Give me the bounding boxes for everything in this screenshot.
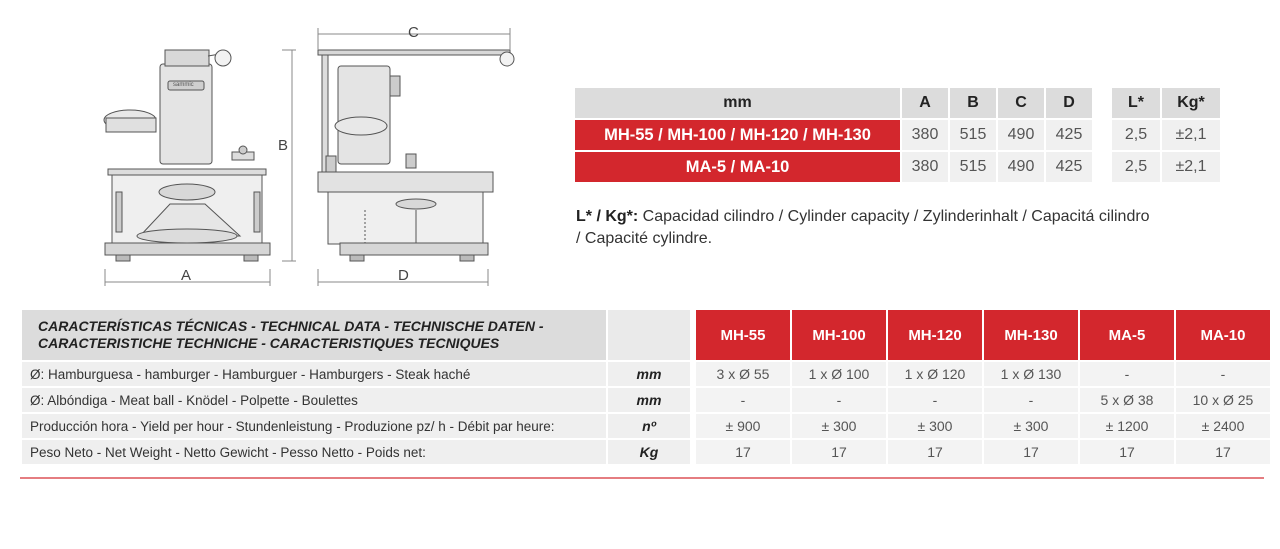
row-label: Producción hora - Yield per hour - Stundenleistung - Produzione pz/ h - Débit par heure: [22, 414, 606, 438]
technical-data-table [20, 308, 1272, 466]
column-gap [692, 388, 694, 412]
table-cell: 17 [888, 440, 982, 464]
dimension-b-value: 515 [950, 120, 996, 150]
dimensions-header-c: C [998, 88, 1044, 118]
unit-header [608, 310, 690, 360]
dimension-a-value: 380 [902, 152, 948, 182]
dimension-b-value: 515 [950, 152, 996, 182]
table-cell: 17 [1080, 440, 1174, 464]
dimension-label-a: A [181, 267, 192, 284]
dimensions-header-l: L* [1112, 88, 1160, 118]
capacity-note [576, 206, 1156, 250]
technical-row-net-weight [22, 440, 1270, 464]
row-unit: mm [608, 388, 690, 412]
row-unit: mm [608, 362, 690, 386]
dimensions-header-b: B [950, 88, 996, 118]
column-gap [1094, 152, 1110, 182]
dimension-d-value: 425 [1046, 152, 1092, 182]
dimension-c-value: 490 [998, 152, 1044, 182]
column-gap [692, 440, 694, 464]
table-cell: 3 x Ø 55 [696, 362, 790, 386]
table-cell: - [1176, 362, 1270, 386]
dimensions-model: MA-5 / MA-10 [575, 152, 900, 182]
model-header-ma-10: MA-10 [1176, 310, 1270, 360]
dimensions-header-d: D [1046, 88, 1092, 118]
technical-row-hamburger [22, 362, 1270, 386]
row-label: Ø: Albóndiga - Meat ball - Knödel - Polpette - Boulettes [22, 388, 606, 412]
model-header-mh-120: MH-120 [888, 310, 982, 360]
dimension-label-d: D [398, 267, 409, 284]
column-gap [1094, 88, 1110, 118]
table-cell: 17 [1176, 440, 1270, 464]
column-gap [692, 310, 694, 360]
dimension-a-value: 380 [902, 120, 948, 150]
column-gap [692, 414, 694, 438]
technical-row-meatball [22, 388, 1270, 412]
row-label: Ø: Hamburguesa - hamburger - Hamburguer - Hamburgers - Steak haché [22, 362, 606, 386]
technical-data-title [22, 310, 606, 360]
table-cell: ± 900 [696, 414, 790, 438]
dimensions-header-row [575, 88, 1220, 118]
dimension-label-b: B [278, 137, 289, 154]
capacity-l-value: 2,5 [1112, 152, 1160, 182]
model-header-mh-55: MH-55 [696, 310, 790, 360]
dimension-label-c: C [408, 24, 419, 41]
model-header-mh-130: MH-130 [984, 310, 1078, 360]
table-cell: ± 300 [792, 414, 886, 438]
capacity-kg-value: ±2,1 [1162, 152, 1220, 182]
dimensions-row [575, 120, 1220, 150]
dimensions-row [575, 152, 1220, 182]
table-cell: 10 x Ø 25 [1176, 388, 1270, 412]
dimensions-table [573, 86, 1222, 184]
technical-row-yield [22, 414, 1270, 438]
dimensions-header-a: A [902, 88, 948, 118]
table-cell: 17 [696, 440, 790, 464]
table-cell: ± 300 [984, 414, 1078, 438]
table-cell: 1 x Ø 120 [888, 362, 982, 386]
capacity-note-key: L* / Kg*: [576, 208, 639, 225]
technical-header-row [22, 310, 1270, 360]
capacity-kg-value: ±2,1 [1162, 120, 1220, 150]
table-cell: 1 x Ø 100 [792, 362, 886, 386]
table-cell: 17 [792, 440, 886, 464]
dimensions-header-mm: mm [575, 88, 900, 118]
table-cell: 5 x Ø 38 [1080, 388, 1174, 412]
machine-technical-drawing [60, 14, 540, 294]
table-cell: - [792, 388, 886, 412]
capacity-l-value: 2,5 [1112, 120, 1160, 150]
table-cell: 1 x Ø 130 [984, 362, 1078, 386]
table-cell: - [984, 388, 1078, 412]
model-header-mh-100: MH-100 [792, 310, 886, 360]
brand-plate: sammic [173, 82, 194, 88]
table-cell: ± 1200 [1080, 414, 1174, 438]
dimensions-header-kg: Kg* [1162, 88, 1220, 118]
table-cell: - [1080, 362, 1174, 386]
dimensions-model: MH-55 / MH-100 / MH-120 / MH-130 [575, 120, 900, 150]
table-cell: 17 [984, 440, 1078, 464]
table-cell: - [888, 388, 982, 412]
column-gap [1094, 120, 1110, 150]
technical-title-line: CARACTERISTICHE TECHNICHE - CARACTERISTIQUES TECNIQUES [38, 335, 500, 351]
dimension-c-value: 490 [998, 120, 1044, 150]
bottom-divider [20, 477, 1264, 479]
column-gap [692, 362, 694, 386]
dimension-d-value: 425 [1046, 120, 1092, 150]
table-cell: ± 300 [888, 414, 982, 438]
row-unit: Kg [608, 440, 690, 464]
row-label: Peso Neto - Net Weight - Netto Gewicht - Pesso Netto - Poids net: [22, 440, 606, 464]
capacity-note-text: Capacidad cilindro / Cylinder capacity / Zylinderinhalt / Capacitá cilindro / Capacité cylindre. [576, 208, 1150, 247]
table-cell: - [696, 388, 790, 412]
technical-title-line: CARACTERÍSTICAS TÉCNICAS - TECHNICAL DATA - TECHNISCHE DATEN - [38, 318, 544, 334]
model-header-ma-5: MA-5 [1080, 310, 1174, 360]
table-cell: ± 2400 [1176, 414, 1270, 438]
row-unit: nº [608, 414, 690, 438]
